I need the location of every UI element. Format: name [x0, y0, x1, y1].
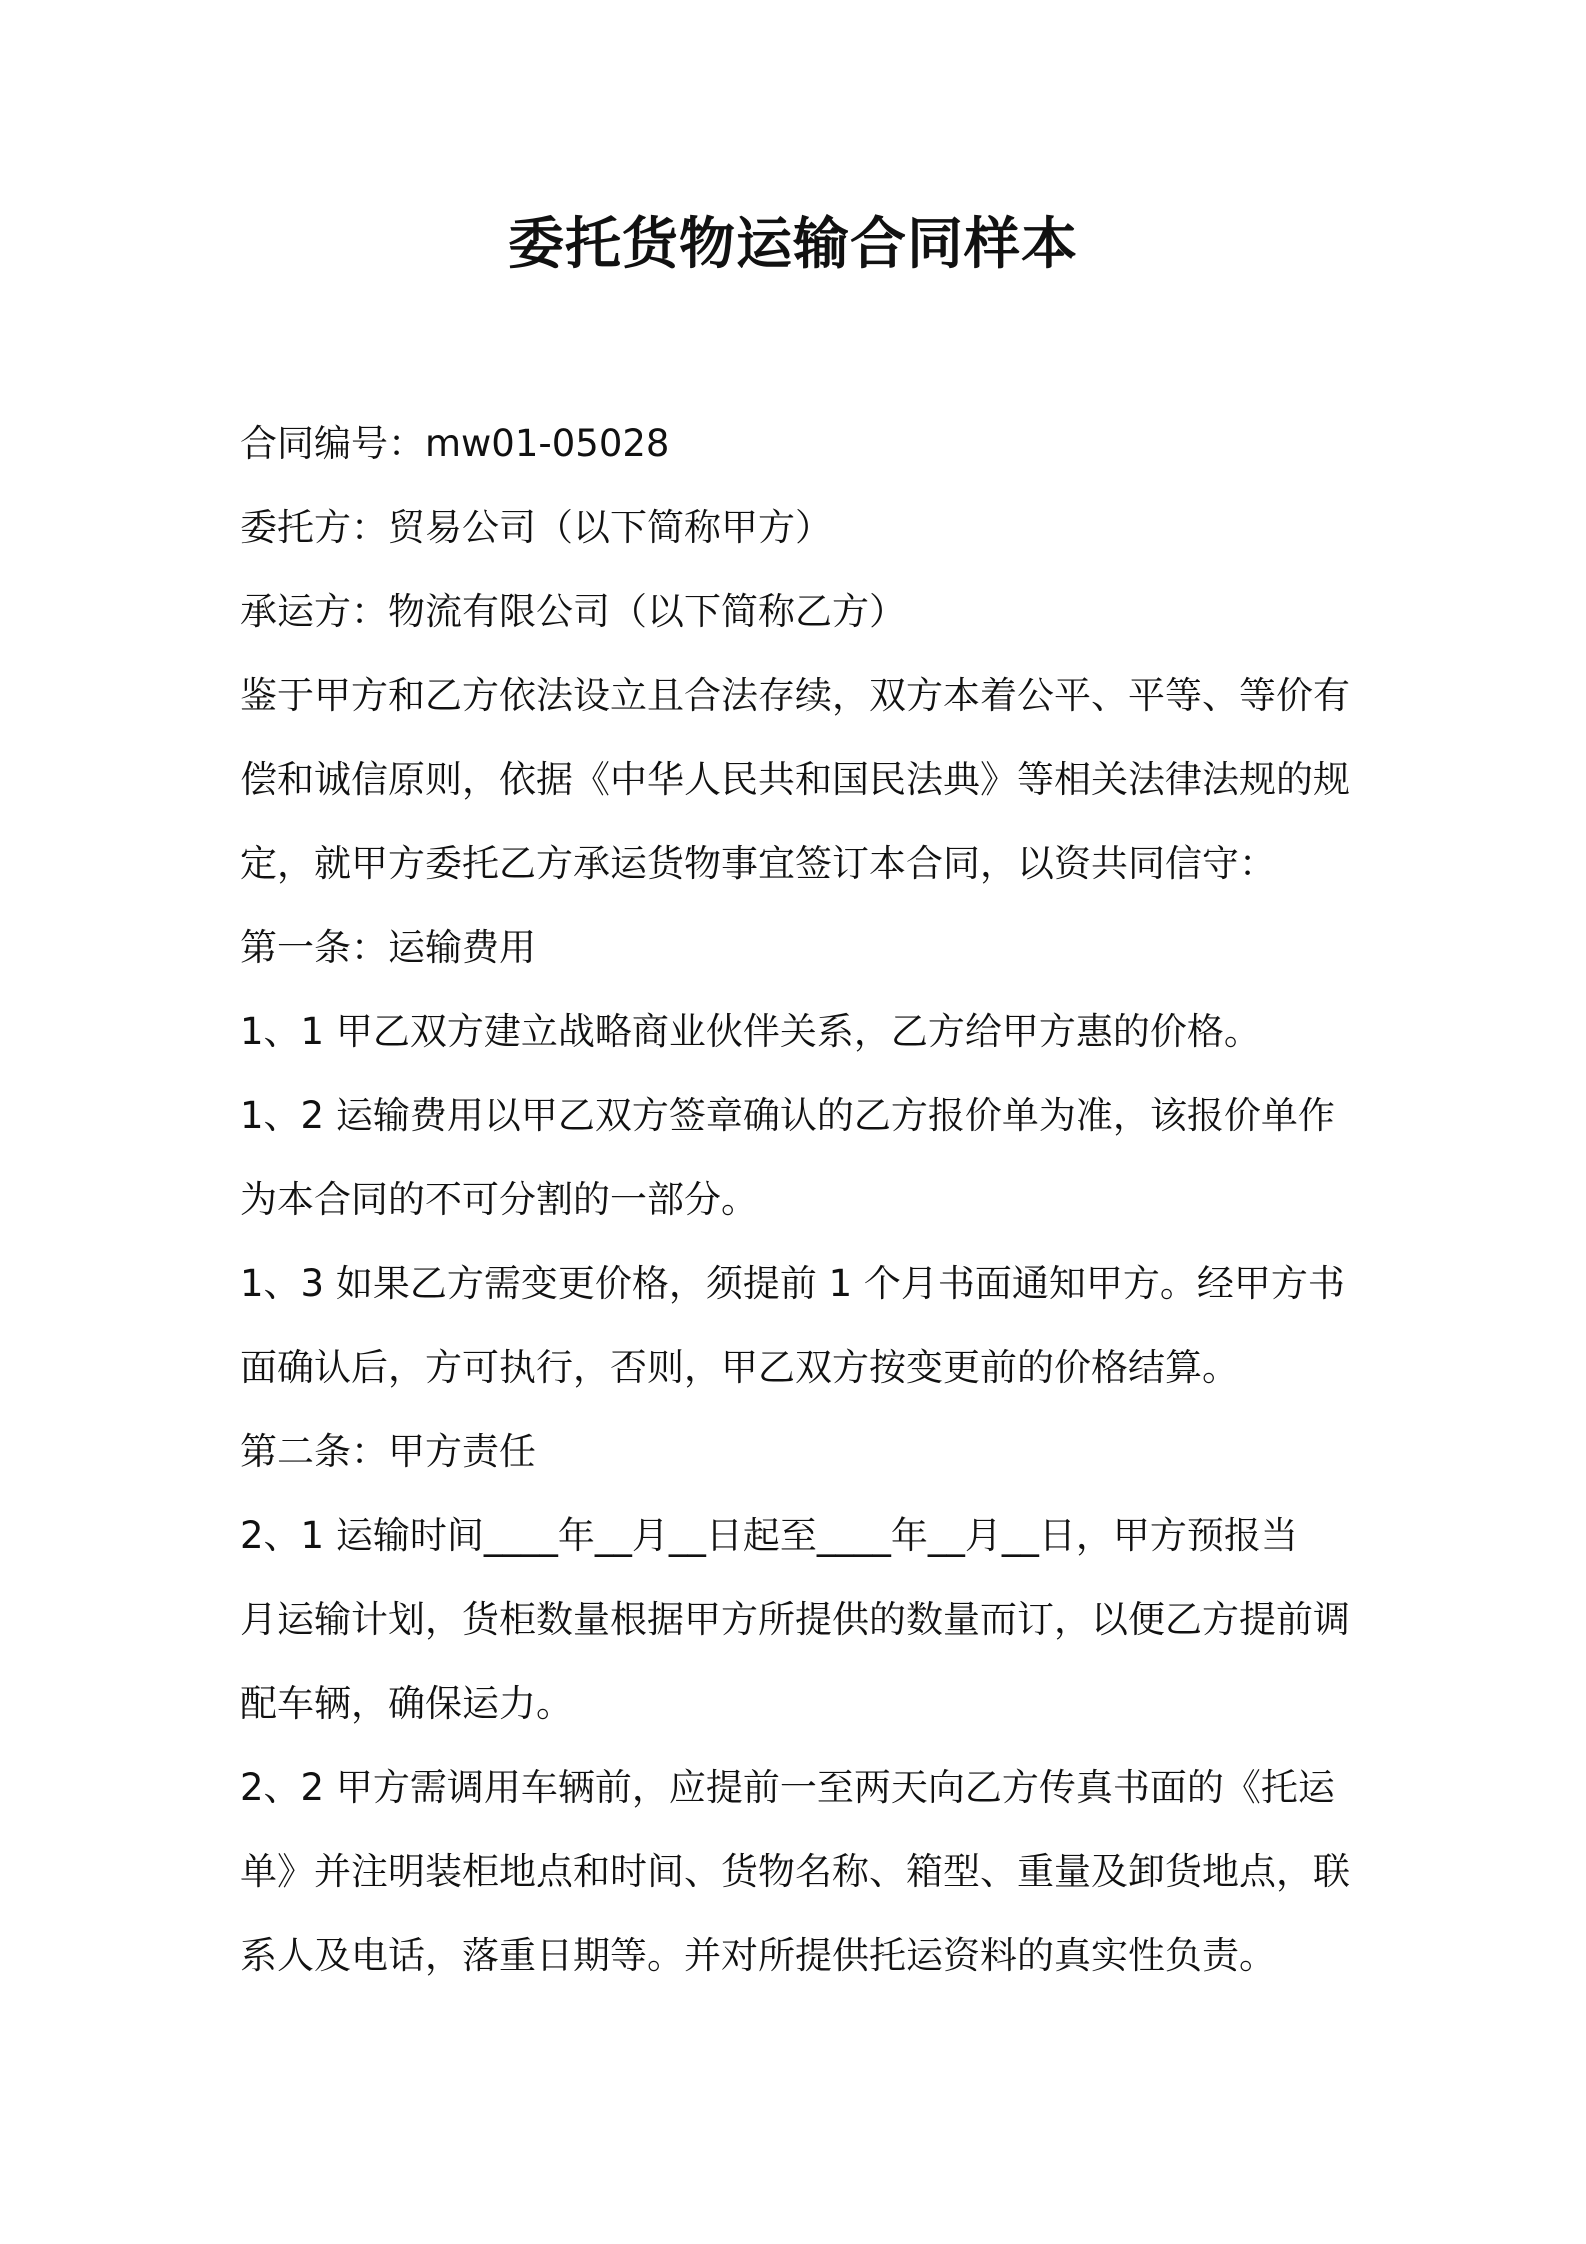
clause-2-2-line-3: 系人及电话，落重日期等。并对所提供托运资料的真实性负责。	[240, 1934, 1276, 1977]
principal-party-line: 委托方：贸易公司（以下简称甲方）	[240, 506, 832, 549]
clause-2-1-line-3: 配车辆，确保运力。	[240, 1682, 573, 1725]
carrier-party-line: 承运方：物流有限公司（以下简称乙方）	[240, 590, 906, 633]
contract-number-line: 合同编号：mw01-05028	[240, 422, 670, 465]
clause-2-2-line-2: 单》并注明装柜地点和时间、货物名称、箱型、重量及卸货地点，联	[240, 1850, 1350, 1893]
clause-1-1: 1、1 甲乙双方建立战略商业伙伴关系，乙方给甲方惠的价格。	[240, 1010, 1261, 1053]
clause-2-1-line-1: 2、1 运输时间____年__月__日起至____年__月__日，甲方预报当	[240, 1514, 1298, 1557]
clause-1-2-line-1: 1、2 运输费用以甲乙双方签章确认的乙方报价单为准，该报价单作	[240, 1094, 1335, 1137]
clause-2-2-line-1: 2、2 甲方需调用车辆前，应提前一至两天向乙方传真书面的《托运	[240, 1766, 1335, 1809]
document-title: 委托货物运输合同样本	[508, 212, 1078, 277]
clause-1-3-line-2: 面确认后，方可执行，否则，甲乙双方按变更前的价格结算。	[240, 1346, 1239, 1389]
clause-2-1-line-2: 月运输计划，货柜数量根据甲方所提供的数量而订，以便乙方提前调	[240, 1598, 1350, 1641]
preamble-line-2: 偿和诚信原则，依据《中华人民共和国民法典》等相关法律法规的规	[240, 758, 1350, 801]
article-1-heading: 第一条：运输费用	[240, 926, 536, 969]
preamble-line-3: 定，就甲方委托乙方承运货物事宜签订本合同，以资共同信守：	[240, 842, 1276, 885]
clause-1-2-line-2: 为本合同的不可分割的一部分。	[240, 1178, 758, 1221]
clause-1-3-line-1: 1、3 如果乙方需变更价格，须提前 1 个月书面通知甲方。经甲方书	[240, 1262, 1345, 1305]
preamble-line-1: 鉴于甲方和乙方依法设立且合法存续，双方本着公平、平等、等价有	[240, 674, 1350, 717]
document-body	[240, 402, 1360, 1998]
article-2-heading: 第二条：甲方责任	[240, 1430, 536, 1473]
